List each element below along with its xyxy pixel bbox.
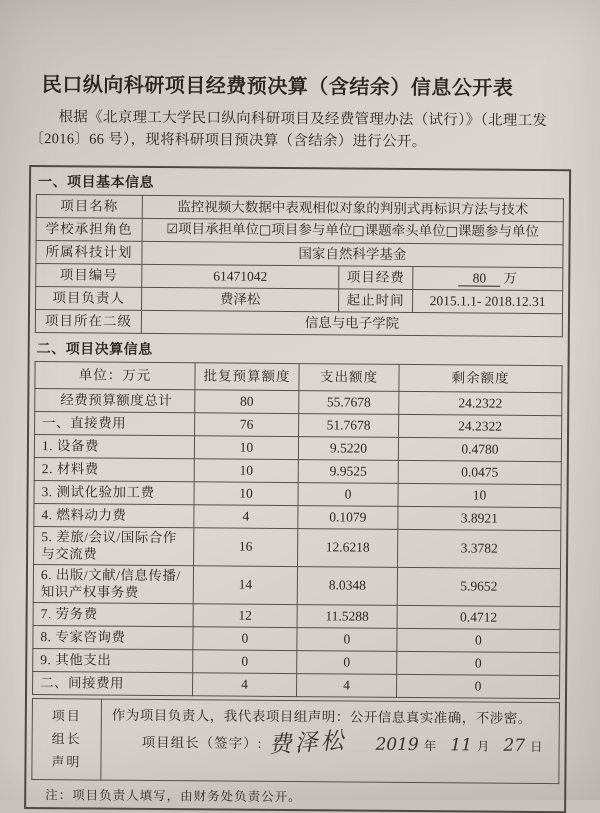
row-label: 经费预算额度总计 [35,388,195,412]
remaining-cell: 3.8921 [398,506,561,530]
declaration-label-line: 项目 [51,707,82,724]
checkbox-empty-icon: □ [258,222,272,238]
declaration-label [32,698,102,780]
spent-cell: 4 [296,673,396,697]
declaration-statement: 作为项目负责人，我代表项目组声明：公开信息真实准确，不涉密。 [111,707,532,726]
role-option [352,223,445,239]
approved-cell: 10 [194,458,298,482]
field-label: 起止时间 [339,288,413,312]
spent-cell: 0 [298,482,398,506]
column-header: 批复预算额度 [195,362,299,390]
approved-cell: 10 [194,435,298,459]
row-label: 6. 出版/文献/信息传播/知识产权事务费 [33,564,193,603]
table-row [34,526,561,568]
role-option-label: 课题牵头单位 [364,222,446,239]
footnote: 注：项目负责人填写，由财务处负责公开。 [45,787,302,804]
field-label: 项目经费 [339,265,413,289]
duration-value: 2015.1.1- 2018.12.31 [413,289,563,313]
table-row [32,698,560,783]
row-label: 4. 燃料动力费 [34,503,194,527]
approved-cell: 12 [193,603,297,627]
row-label: 8. 专家咨询费 [33,625,193,649]
section-basic-info-header: 一、项目基本信息 [37,174,155,191]
date-year-suffix: 年 [423,739,437,754]
row-label: 1. 设备费 [34,434,194,458]
approved-cell: 80 [195,389,299,413]
row-label: 7. 劳务费 [33,602,193,626]
field-label: 学校承担角色 [36,217,142,241]
field-label: 项目负责人 [36,286,142,310]
approved-cell: 10 [194,481,298,505]
table-header-row [35,361,562,392]
remaining-cell: 24.2322 [399,391,562,415]
declaration-label-line: 声明 [51,754,82,770]
role-option-label: 课题参与单位 [457,223,539,240]
column-header: 单位：万元 [35,361,195,389]
row-label: 一、直接费用 [35,411,195,435]
spent-cell: 9.5220 [298,436,398,460]
approved-cell: 0 [193,626,297,650]
signature-row [112,728,549,761]
row-label: 9. 其他支出 [33,648,193,672]
row-label: 5. 差旅/会议/国际合作与交流费 [34,526,194,565]
spent-cell: 9.9525 [298,459,398,483]
funding-amount: 80 [459,270,501,286]
field-label: 项目名称 [36,194,142,218]
page-title: 民口纵向科研项目经费预决算（含结余）信息公开表 [41,74,514,100]
remaining-cell: 0.0475 [398,460,561,484]
remaining-cell: 0.4712 [397,605,560,629]
approved-cell: 14 [193,565,297,604]
remaining-cell: 3.3782 [398,529,561,568]
date-year: 2019 [375,734,419,756]
handwritten-signature: 费泽松 [267,728,348,759]
checkbox-empty-icon: □ [445,224,458,240]
spent-cell: 12.6218 [298,528,398,567]
table-row [33,671,560,698]
role-option-label: 项目参与单位 [271,221,353,238]
role-option-label: 项目承担单位 [177,221,260,237]
funding-unit: 万 [503,270,518,286]
approved-cell: 76 [195,412,299,436]
approved-cell: 16 [194,527,298,566]
approved-cell: 4 [194,504,298,528]
remaining-cell: 10 [398,483,561,507]
approved-cell: 4 [192,672,296,696]
spent-cell: 11.5288 [297,604,397,628]
basic-info-table [35,194,564,337]
department-value: 信息与电子学院 [141,310,562,336]
row-label: 3. 测试化验加工费 [34,480,194,504]
budget-table [32,361,563,699]
checkbox-empty-icon: □ [352,223,365,239]
remaining-cell: 0 [396,674,559,698]
remaining-cell: 0.4780 [398,437,561,461]
date-month-suffix: 月 [476,739,490,754]
date-day-suffix: 日 [530,740,543,755]
date-day: 27 [503,735,526,757]
project-name-value: 监控视频大数据中表观相似对象的判别式再标识方法与技术 [142,195,563,221]
remaining-cell: 0 [397,651,560,675]
program-value: 国家自然科学基金 [142,241,563,267]
spent-cell: 0.1079 [298,505,398,529]
role-options [142,218,563,244]
spent-cell: 0 [297,650,397,674]
spent-cell: 51.7678 [299,413,399,437]
declaration-body [101,699,560,784]
intro-paragraph: 根据《北京理工大学民口纵向科研项目及经费管理办法（试行）》（北理工发〔2016〕66 号），现将科研项目预决算（含结余）进行公开。 [29,109,548,150]
form-frame [24,164,571,812]
handwritten-date [375,734,548,757]
remaining-cell: 5.9652 [397,567,560,606]
section-budget-header: 二、项目决算信息 [36,341,153,358]
project-number-value: 61471042 [142,264,339,289]
declaration-label-line: 组长 [51,731,82,747]
field-label: 项目编号 [36,263,142,287]
leader-value: 费泽松 [142,287,339,312]
column-header: 剩余额度 [399,364,562,392]
paper [24,58,572,813]
table-row [33,564,560,606]
spent-cell: 0 [297,627,397,651]
row-label: 二、间接费用 [33,671,193,695]
declaration-block [31,698,560,784]
role-option [259,222,352,238]
row-label: 2. 材料费 [34,457,194,481]
remaining-cell: 0 [397,628,560,652]
funding-value [413,266,563,290]
approved-cell: 0 [193,649,297,673]
column-header: 支出额度 [299,363,399,391]
field-label: 项目所在二级 [35,309,141,333]
spent-cell: 55.7678 [299,390,399,414]
remaining-cell: 24.2322 [399,414,562,438]
field-label: 所属科技计划 [36,240,142,264]
role-option [446,223,539,239]
role-option [166,221,259,237]
table-row [35,309,562,336]
sign-label: 项目组长（签字）: [141,735,263,752]
spent-cell: 8.0348 [297,566,397,605]
date-month: 11 [450,735,473,756]
checkbox-checked-icon: ☑ [166,222,179,238]
